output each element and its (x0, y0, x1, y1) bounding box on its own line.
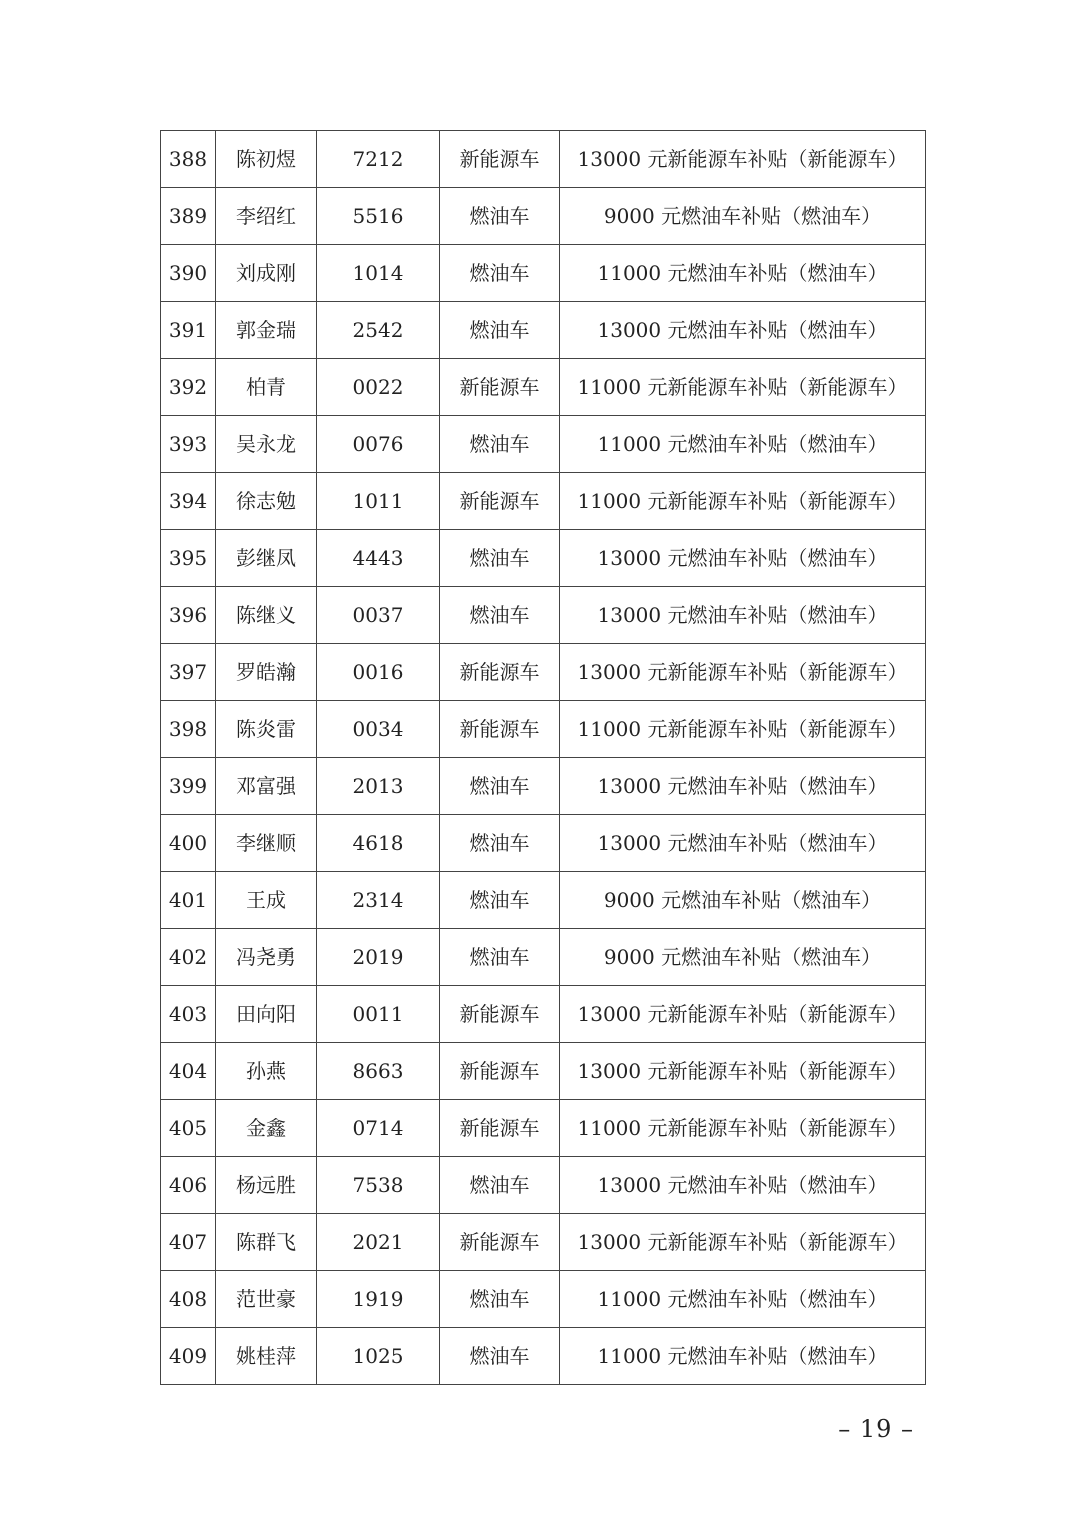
vehicle-type-cell: 新能源车 (440, 1043, 560, 1100)
row-number-cell: 393 (161, 416, 216, 473)
table-row (161, 188, 926, 245)
code-cell: 7538 (317, 1157, 440, 1214)
vehicle-type-cell: 燃油车 (440, 302, 560, 359)
table-row (161, 872, 926, 929)
code-cell: 2314 (317, 872, 440, 929)
subsidy-cell: 13000 元燃油车补贴（燃油车） (560, 530, 926, 587)
vehicle-type-cell: 燃油车 (440, 587, 560, 644)
vehicle-type-cell: 新能源车 (440, 644, 560, 701)
table-row (161, 815, 926, 872)
vehicle-type-cell: 燃油车 (440, 929, 560, 986)
subsidy-cell: 11000 元燃油车补贴（燃油车） (560, 245, 926, 302)
code-cell: 0011 (317, 986, 440, 1043)
vehicle-type-cell: 燃油车 (440, 530, 560, 587)
table-row (161, 302, 926, 359)
subsidy-cell: 11000 元燃油车补贴（燃油车） (560, 1328, 926, 1385)
subsidy-cell: 11000 元燃油车补贴（燃油车） (560, 416, 926, 473)
vehicle-type-cell: 新能源车 (440, 1100, 560, 1157)
vehicle-type-cell: 新能源车 (440, 1214, 560, 1271)
code-cell: 2019 (317, 929, 440, 986)
table-row (161, 929, 926, 986)
subsidy-cell: 13000 元燃油车补贴（燃油车） (560, 758, 926, 815)
code-cell: 1919 (317, 1271, 440, 1328)
name-cell: 柏青 (216, 359, 317, 416)
table-row (161, 1100, 926, 1157)
code-cell: 4618 (317, 815, 440, 872)
name-cell: 李继顺 (216, 815, 317, 872)
subsidy-cell: 13000 元燃油车补贴（燃油车） (560, 587, 926, 644)
row-number-cell: 392 (161, 359, 216, 416)
table-row (161, 758, 926, 815)
vehicle-type-cell: 新能源车 (440, 359, 560, 416)
code-cell: 8663 (317, 1043, 440, 1100)
subsidy-cell: 13000 元燃油车补贴（燃油车） (560, 1157, 926, 1214)
name-cell: 罗皓瀚 (216, 644, 317, 701)
row-number-cell: 396 (161, 587, 216, 644)
subsidy-cell: 13000 元新能源车补贴（新能源车） (560, 1214, 926, 1271)
code-cell: 0034 (317, 701, 440, 758)
row-number-cell: 406 (161, 1157, 216, 1214)
table-row (161, 986, 926, 1043)
row-number-cell: 388 (161, 131, 216, 188)
name-cell: 郭金瑞 (216, 302, 317, 359)
row-number-cell: 403 (161, 986, 216, 1043)
table-row (161, 473, 926, 530)
row-number-cell: 397 (161, 644, 216, 701)
row-number-cell: 405 (161, 1100, 216, 1157)
table-row (161, 1043, 926, 1100)
subsidy-cell: 9000 元燃油车补贴（燃油车） (560, 188, 926, 245)
row-number-cell: 401 (161, 872, 216, 929)
code-cell: 0076 (317, 416, 440, 473)
table-row (161, 587, 926, 644)
code-cell: 2021 (317, 1214, 440, 1271)
vehicle-type-cell: 燃油车 (440, 872, 560, 929)
name-cell: 刘成刚 (216, 245, 317, 302)
name-cell: 李绍红 (216, 188, 317, 245)
vehicle-type-cell: 燃油车 (440, 815, 560, 872)
row-number-cell: 391 (161, 302, 216, 359)
name-cell: 彭继凤 (216, 530, 317, 587)
name-cell: 陈炎雷 (216, 701, 317, 758)
code-cell: 1025 (317, 1328, 440, 1385)
name-cell: 范世豪 (216, 1271, 317, 1328)
subsidy-table-body (161, 131, 926, 1385)
name-cell: 孙燕 (216, 1043, 317, 1100)
vehicle-type-cell: 燃油车 (440, 416, 560, 473)
table-row (161, 1214, 926, 1271)
table-row (161, 701, 926, 758)
code-cell: 1011 (317, 473, 440, 530)
table-row (161, 245, 926, 302)
row-number-cell: 390 (161, 245, 216, 302)
row-number-cell: 395 (161, 530, 216, 587)
row-number-cell: 398 (161, 701, 216, 758)
table-row (161, 1157, 926, 1214)
code-cell: 2013 (317, 758, 440, 815)
vehicle-type-cell: 新能源车 (440, 131, 560, 188)
name-cell: 杨远胜 (216, 1157, 317, 1214)
subsidy-cell: 11000 元燃油车补贴（燃油车） (560, 1271, 926, 1328)
row-number-cell: 389 (161, 188, 216, 245)
row-number-cell: 409 (161, 1328, 216, 1385)
table-row (161, 530, 926, 587)
code-cell: 0714 (317, 1100, 440, 1157)
subsidy-cell: 13000 元新能源车补贴（新能源车） (560, 131, 926, 188)
name-cell: 陈继义 (216, 587, 317, 644)
subsidy-cell: 13000 元燃油车补贴（燃油车） (560, 302, 926, 359)
subsidy-cell: 9000 元燃油车补贴（燃油车） (560, 872, 926, 929)
subsidy-cell: 11000 元新能源车补贴（新能源车） (560, 359, 926, 416)
row-number-cell: 402 (161, 929, 216, 986)
vehicle-type-cell: 燃油车 (440, 245, 560, 302)
code-cell: 0016 (317, 644, 440, 701)
vehicle-type-cell: 燃油车 (440, 1271, 560, 1328)
row-number-cell: 394 (161, 473, 216, 530)
code-cell: 5516 (317, 188, 440, 245)
table-row (161, 131, 926, 188)
subsidy-cell: 13000 元新能源车补贴（新能源车） (560, 1043, 926, 1100)
table-row (161, 359, 926, 416)
subsidy-cell: 11000 元新能源车补贴（新能源车） (560, 1100, 926, 1157)
vehicle-type-cell: 燃油车 (440, 1157, 560, 1214)
vehicle-type-cell: 新能源车 (440, 986, 560, 1043)
code-cell: 0037 (317, 587, 440, 644)
code-cell: 2542 (317, 302, 440, 359)
code-cell: 1014 (317, 245, 440, 302)
name-cell: 田向阳 (216, 986, 317, 1043)
row-number-cell: 407 (161, 1214, 216, 1271)
table-row (161, 1271, 926, 1328)
subsidy-cell: 13000 元燃油车补贴（燃油车） (560, 815, 926, 872)
name-cell: 邓富强 (216, 758, 317, 815)
code-cell: 7212 (317, 131, 440, 188)
subsidy-table (160, 130, 926, 1385)
vehicle-type-cell: 燃油车 (440, 1328, 560, 1385)
vehicle-type-cell: 新能源车 (440, 701, 560, 758)
code-cell: 4443 (317, 530, 440, 587)
name-cell: 王成 (216, 872, 317, 929)
row-number-cell: 404 (161, 1043, 216, 1100)
name-cell: 冯尧勇 (216, 929, 317, 986)
row-number-cell: 400 (161, 815, 216, 872)
name-cell: 姚桂萍 (216, 1328, 317, 1385)
name-cell: 徐志勉 (216, 473, 317, 530)
table-row (161, 644, 926, 701)
row-number-cell: 399 (161, 758, 216, 815)
code-cell: 0022 (317, 359, 440, 416)
name-cell: 吴永龙 (216, 416, 317, 473)
name-cell: 陈初煜 (216, 131, 317, 188)
table-row (161, 416, 926, 473)
vehicle-type-cell: 燃油车 (440, 188, 560, 245)
table-row (161, 1328, 926, 1385)
subsidy-cell: 9000 元燃油车补贴（燃油车） (560, 929, 926, 986)
page-number: – 19 – (838, 1415, 914, 1443)
vehicle-type-cell: 新能源车 (440, 473, 560, 530)
name-cell: 陈群飞 (216, 1214, 317, 1271)
subsidy-cell: 13000 元新能源车补贴（新能源车） (560, 644, 926, 701)
subsidy-cell: 11000 元新能源车补贴（新能源车） (560, 473, 926, 530)
subsidy-cell: 13000 元新能源车补贴（新能源车） (560, 986, 926, 1043)
name-cell: 金鑫 (216, 1100, 317, 1157)
row-number-cell: 408 (161, 1271, 216, 1328)
vehicle-type-cell: 燃油车 (440, 758, 560, 815)
subsidy-cell: 11000 元新能源车补贴（新能源车） (560, 701, 926, 758)
